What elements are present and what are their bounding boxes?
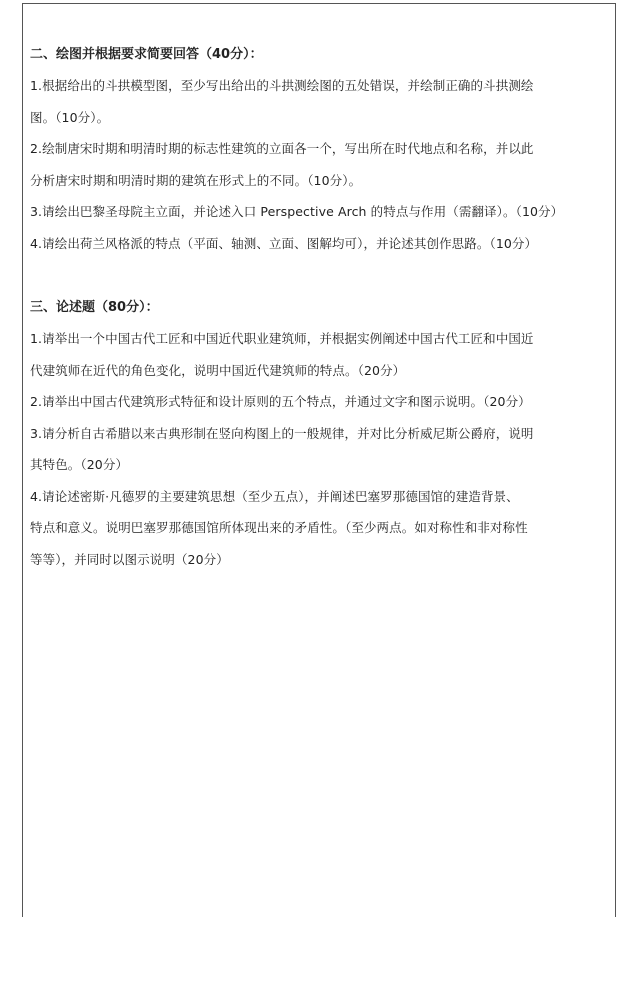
section-heading-drawing: 二、绘图并根据要求简要回答（40分）： [30,47,263,62]
question-item [30,386,610,418]
question-item [30,133,610,196]
question-item [30,323,610,386]
question-text-line: 2.绘制唐宋时期和明清时期的标志性建筑的立面各一个，写出所在时代地点和名称，并以此 [30,141,534,156]
question-text-line: 2.请举出中国古代建筑形式特征和设计原则的五个特点，并通过文字和图示说明。（20分） [30,394,531,409]
question-text-line: 图。（10分）。 [30,109,110,125]
question-text-line: 3.请绘出巴黎圣母院主立面，并论述入口 Perspective Arch 的特点与作用（需翻译）。（10分） [30,204,564,219]
question-text-line: 1.根据给出的斗拱模型图，至少写出给出的斗拱测绘图的五处错误，并绘制正确的斗拱测绘 [30,78,534,93]
question-item [30,70,610,133]
section-spacer [30,259,610,293]
question-text-line: 4.请论述密斯·凡德罗的主要建筑思想（至少五点），并阐述巴塞罗那德国馆的建造背景、 [30,488,519,504]
question-text-line: 代建筑师在近代的角色变化，说明中国近代建筑师的特点。（20分） [30,362,406,378]
question-item [30,196,610,228]
question-text-line: 4.请绘出荷兰风格派的特点（平面、轴测、立面、图解均可），并论述其创作思路。（10分） [30,235,538,251]
question-text-line: 其特色。（20分） [30,457,129,472]
question-text-line: 1.请举出一个中国古代工匠和中国近代职业建筑师，并根据实例阐述中国古代工匠和中国近 [30,331,534,346]
question-text-line: 3.请分析自古希腊以来古典形制在竖向构图上的一般规律，并对比分析威尼斯公爵府，说明 [30,425,534,441]
section-heading-essay: 三、论述题（80分）： [30,300,159,315]
question-text-line: 分析唐宋时期和明清时期的建筑在形式上的不同。（10分）。 [30,172,362,188]
question-item [30,228,610,260]
question-text-line: 特点和意义。说明巴塞罗那德国馆所体现出来的矛盾性。（至少两点。如对称性和非对称性 [30,520,528,535]
question-text-line: 等等），并同时以图示说明（20分） [30,551,229,567]
question-item [30,418,610,481]
question-item [30,481,610,576]
exam-content [30,40,610,575]
